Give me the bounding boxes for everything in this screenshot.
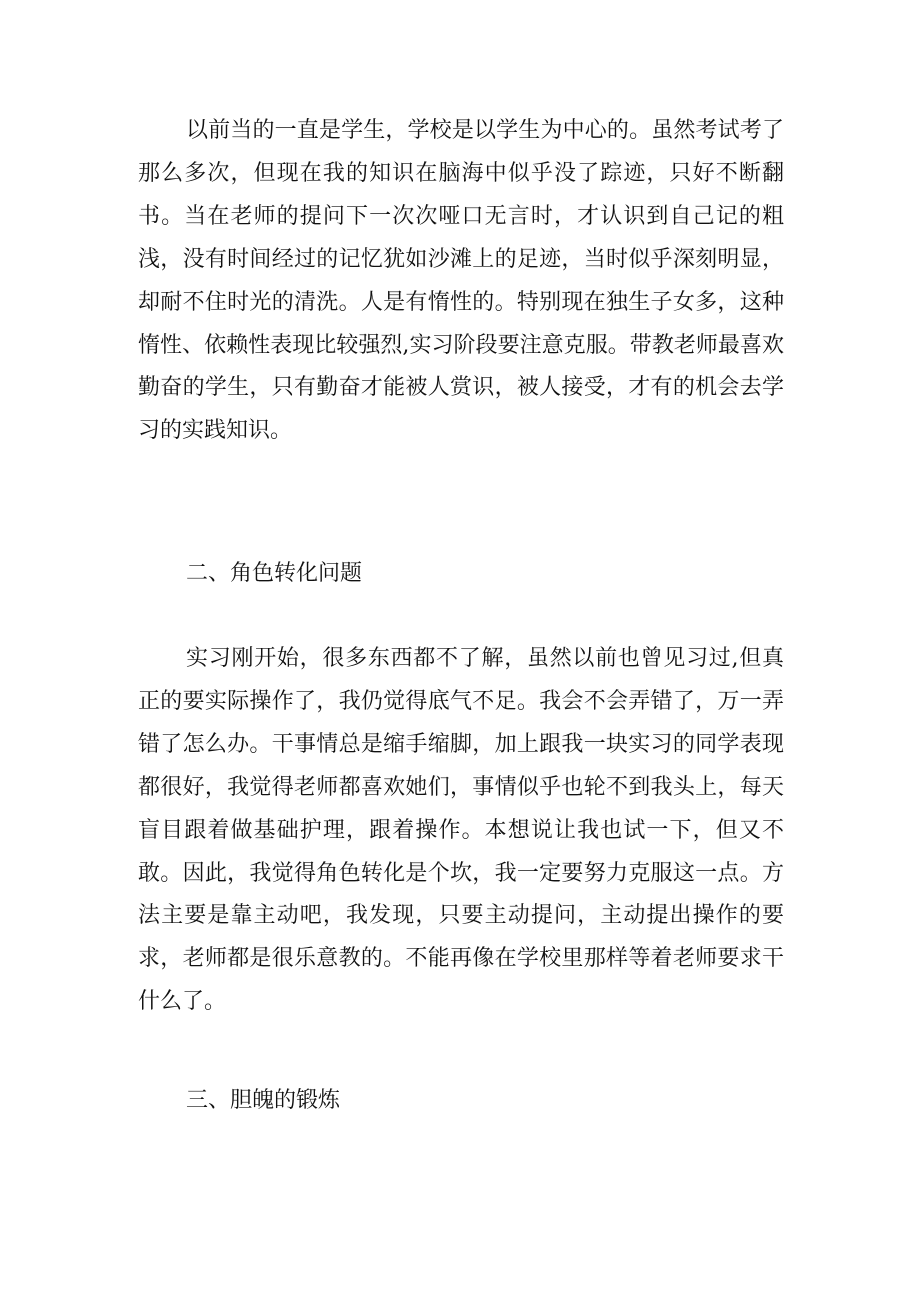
section-heading: 二、角色转化问题	[186, 561, 363, 586]
body-paragraph: 实习刚开始，很多东西都不了解，虽然以前也曾见习过,但真正的要实际操作了，我仍觉得底气不足。我会不会弄错了，万一弄错了怎么办。干事情总是缩手缩脚，加上跟我一块实习的同学表现都很好，我觉得老师都喜欢她们，事情似乎也轮不到我头上，每天盲目跟着做基础护理，跟着操作。本想说让我也试一下，但又不敢。因此，我觉得角色转化是个坎，我一定要努力克服这一点。方法主要是靠主动吧，我发现，只要主动提问，主动提出操作的要求，老师都是很乐意教的。不能再像在学校里那样等着老师要求干什么了。	[138, 646, 784, 1015]
section-heading: 三、胆魄的锻炼	[186, 1088, 341, 1113]
body-paragraph: 以前当的一直是学生，学校是以学生为中心的。虽然考试考了那么多次，但现在我的知识在脑海中似乎没了踪迹，只好不断翻书。当在老师的提问下一次次哑口无言时，才认识到自己记的粗浅，没有时间经过的记忆犹如沙滩上的足迹，当时似乎深刻明显，却耐不住时光的清洗。人是有惰性的。特别现在独生子女多，这种惰性、依赖性表现比较强烈,实习阶段要注意克服。带教老师最喜欢勤奋的学生，只有勤奋才能被人赏识，被人接受，才有的机会去学习的实践知识。	[138, 118, 784, 444]
